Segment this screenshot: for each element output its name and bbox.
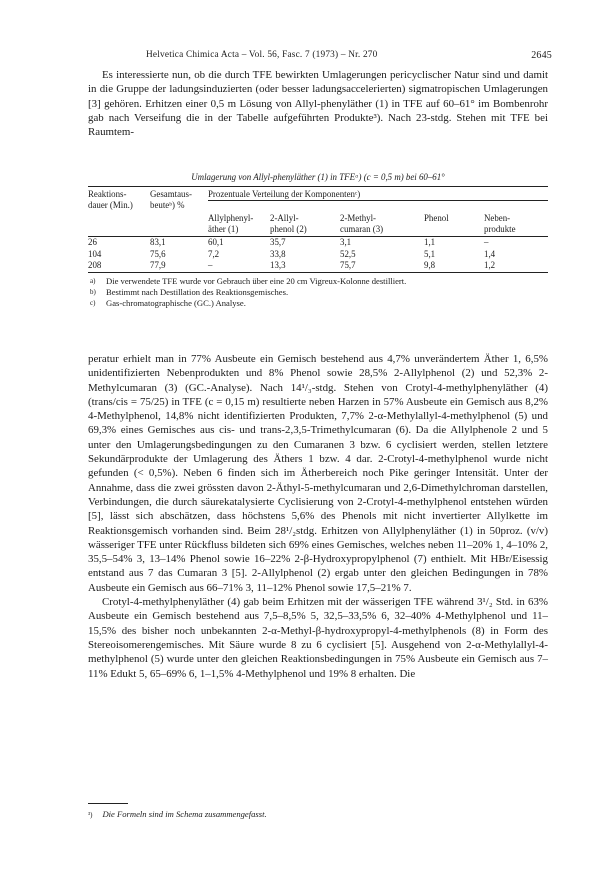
subheader-phenol: Phenol — [424, 213, 449, 224]
footnote-rule — [88, 803, 128, 804]
table-row: 26 83,1 60,1 35,7 3,1 1,1 – — [88, 237, 489, 248]
paragraph: peratur erhielt man in 77% Ausbeute ein Gemisch bestehend aus 4,7% unverändertem Äther 1, 6,5% unidentifizierten Nebenprodukten und 8% Phenol sowie 28,5% 2-Allylphenol (2) und 52,3% 2-Methylcumaran (3) (GC.-Analyse). Nach 14¹/₃-stdg. Stehen von Crotyl-4-methylphenyläther (4) (trans/cis = 75/25) in TFE (c = 0,15 m) resultierte neben Harzen in 57% Ausbeute ein Gemisch aus 8,2% 4-Methylphenol, 14,8% nicht identifizierten Produkten, 7,7% 2-α-Methylallyl-4-methylphenol (5) und 69,3% eines Gemisches aus cis- und trans-2,3,5-Trimethylcumaran (6). Da die Allylphenole 2 und 5 unter den Umlagerungsbedingungen zu den Cumaranen 3 bzw. 6 cyclisiert werden, stellen letztere Sekundärprodukte der Umlagerung des Äthers 1 bzw. 4 dar. 2-Crotyl-4-methylphenol wurde nicht gefunden (< 0,5%). Neben 6 finden sich im Ätherbereich noch Pike geringer Intensität. Unter der Annahme, dass die zwei grössten davon 2-Äthyl-5-methylcumaran und 2,6-Dimethylchroman darstellen, Verbindungen, die durch säurekatalysierte Cyclisierung von 2-Crotyl-4-methylphenol entstehen würden [5], lässt sich abschätzen, dass höchstens 5,6% des Phenols mit nicht invertierter Allylkette im Reaktionsgemisch vorhanden sind. Beim 28¹/₂stdg. Erhitzen von Allylphenyläther (1) in 50proz. (v/v) wässeriger TFE unter Rückfluss bildeten sich 69% eines Gemisches, welches neben 11–20% 1, 4–10% 2, 35,5–54% 3, 13–14% Phenol sowie 16–22% 2-β-Hydroxypropylphenol (7) enthielt. Mit HBr/Eisessig entstand aus 7 das Cumaran 3 [5]. 2-Allylphenol (2) ergab unter den gleichen Bedingungen in 78% Ausbeute ein Gemisch aus 66–71% 3, 11–12% Phenol sowie 17,5–21% 7. — [88, 353, 548, 594]
subheader-methylcumaran: 2-Methyl- cumaran (3) — [340, 213, 384, 234]
subheader-allylphenylaether: Allylphenyl- äther (1) — [208, 213, 254, 234]
page-number: 2645 — [531, 50, 552, 61]
table-footnote: c) Gas-chromatographische (GC.) Analyse. — [90, 298, 246, 309]
table-row: 208 77,9 – 13,3 75,7 9,8 1,2 — [88, 260, 496, 271]
footnote-mark: ³) — [88, 811, 93, 819]
results-table — [88, 172, 548, 309]
table-bottom-rule — [88, 272, 548, 273]
page-footnote — [88, 803, 548, 821]
body-paragraph-top — [88, 68, 548, 139]
paragraph: Crotyl-4-methylphenyläther (4) gab beim Erhitzen mit der wässerigen TFE während 3¹/₂ Std. in 63% Ausbeute ein Gemisch bestehend aus 7,5–8,5% 5, 32,5–33,5% 6, 32–40% 4-Methylphenol und 11–15,5% des bisher noch unbekannten 2-α-Methyl-β-hydroxypropyl-4-methylphenols (8) in Form des Stereoisomerengemisches. Mit Säure wurde 8 zu 6 cyclisiert [5]. Ausgehend von 2-α-Methylallyl-4-methylphenol (5) wurde unter den gleichen Reaktionsbedingungen in 75% Ausbeute ein Gemisch aus 7–11% Edukt 5, 65–69% 6, 1–1,5% 4-Methylphenol und 19% 8 erhalten. Die — [88, 596, 548, 680]
data-table — [88, 187, 548, 272]
header-distribution: Prozentuale Verteilung der Komponentenᶜ) — [208, 187, 548, 212]
paragraph: Es interessierte nun, ob die durch TFE bewirkten Umlagerungen pericyclischer Natur sind und damit in die Gruppe der ladungsinduzierten (oder besser ladungsaccelerierten) sigmatropischen Umlagerungen [3] gehören. Erhitzen einer 0,5 m Lösung von Allyl-phenyläther (1) in TFE auf 60–61° im Bombenrohr gab nach Verseifung die in der Tabelle aufgeführten Produkte³). Nach 23-stdg. Stehen mit TFE bei Raumtem- — [88, 69, 548, 139]
table-caption: Umlagerung von Allyl-phenyläther (1) in TFEᵃ) (c = 0,5 m) bei 60–61° — [191, 172, 445, 182]
subheader-nebenprodukte: Neben- produkte — [484, 213, 516, 234]
table-footnote: a) Die verwendete TFE wurde vor Gebrauch über eine 20 cm Vigreux-Kolonne destilliert. — [90, 276, 407, 287]
table-footnote: b) Bestimmt nach Destillation des Reaktionsgemisches. — [90, 287, 289, 298]
header-reaction-time: Reaktions- dauer (Min.) — [88, 189, 133, 210]
journal-citation: Helvetica Chimica Acta – Vol. 56, Fasc. 7 (1973) – Nr. 270 — [146, 50, 378, 60]
subheader-allylphenol: 2-Allyl- phenol (2) — [270, 213, 307, 234]
running-head — [88, 50, 552, 62]
body-paragraphs-bottom — [88, 352, 548, 681]
header-total-yield: Gesamtaus- beuteᵇ) % — [150, 189, 192, 210]
table-row: 104 75,6 7,2 33,8 52,5 5,1 1,4 — [88, 249, 496, 260]
table-footnotes — [88, 276, 548, 309]
footnote-text: Die Formeln sind im Schema zusammengefasst. — [102, 809, 267, 819]
